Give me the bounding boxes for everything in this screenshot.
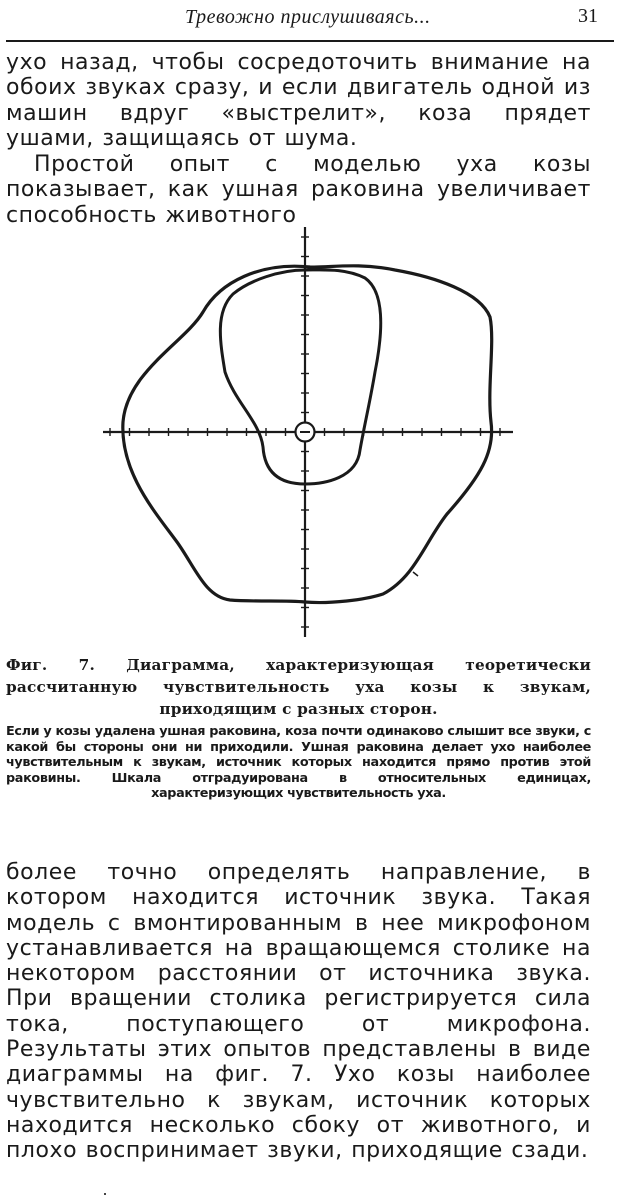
- figure-caption: Фиг. 7. Диаграмма, характеризующая теоретически рассчитанную чувствительность уха козы к звукам, приходящим с разных сторон.: [6, 656, 591, 719]
- header-rule: [6, 40, 614, 42]
- page-speck: [104, 1193, 106, 1195]
- stray-mark: [413, 572, 418, 576]
- page-header: [0, 4, 620, 36]
- paragraph-3: более точно определять направление, в котором находится источник звука. Такая модель с вмонтированным в нее микрофоном устанавливается на вращающемся столике на некотором расстоянии от источника звука. При вращении столика регистрируется сила тока, поступающего от микрофона. Результаты этих опытов представлены в виде диаграммы на фиг. 7. Ухо козы наиболее чувствительно к звукам, источник которых находится несколько сбоку от животного, и плохо воспринимает звуки, приходящие сзади.: [6, 860, 591, 1164]
- page-number: 31: [578, 5, 598, 27]
- sensitivity-curve-with-pinna: [220, 270, 380, 484]
- figure-7-diagram: [95, 222, 525, 642]
- figure-note: Если у козы удалена ушная раковина, коза почти одинаково слышит все звуки, с какой бы стороны они ни приходили. Ушная раковина делает ухо наиболее чувствительным к звукам, источник которых находится прямо против этой раковины. Шкала отградуирована в относительных единицах, характеризующих чувствительность уха.: [6, 724, 591, 801]
- polar-diagram: [95, 222, 525, 642]
- paragraph-1: ухо назад, чтобы сосредоточить внимание на обоих звуках сразу, и если двигатель одной из машин вдруг «выстрелит», коза прядет ушами, защищаясь от шума.: [6, 50, 591, 151]
- paragraph-2: Простой опыт с моделью уха козы показывает, как ушная раковина увеличивает способность животного: [6, 152, 591, 228]
- running-title: Тревожно прислушиваясь...: [185, 6, 431, 28]
